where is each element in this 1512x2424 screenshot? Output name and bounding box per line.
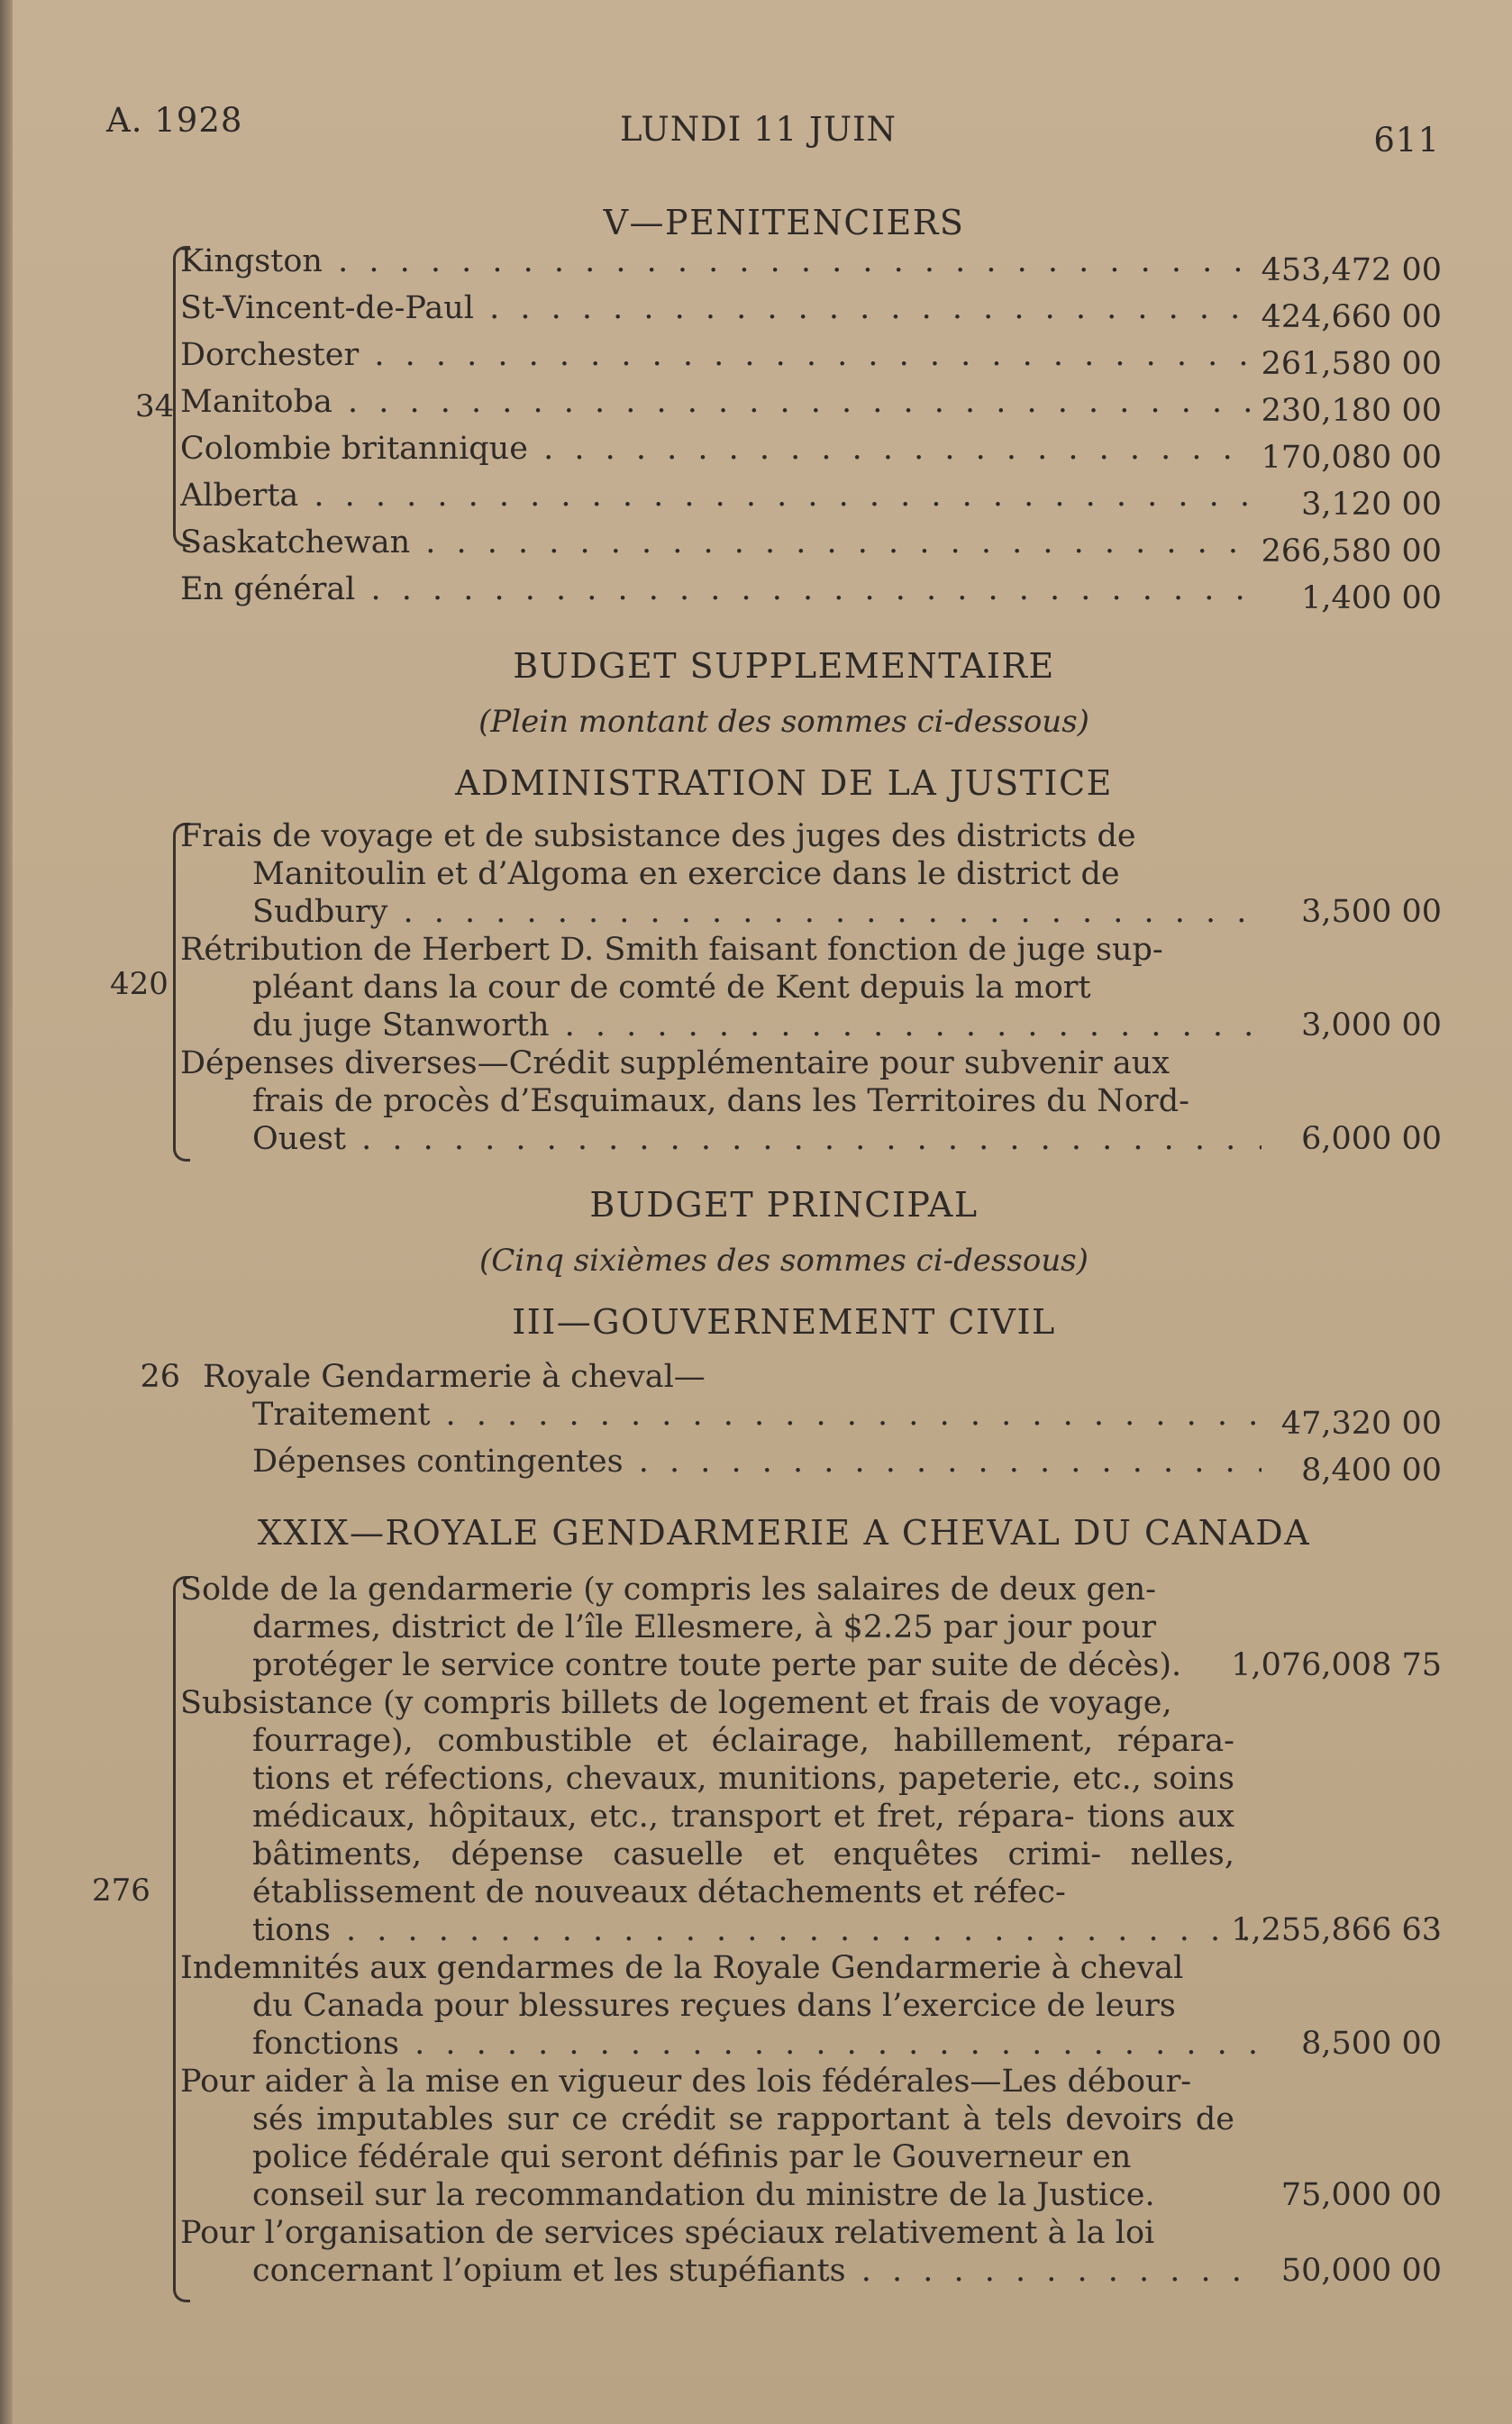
line-item: Dépenses contingentes . . . 8,400 00 <box>180 1443 1478 1490</box>
line-item: Subsistance (y compris billets de logement et frais de voyage, fourrage), combustible et éclairage, habillement, répara- tions et réfections, chevaux, munitions, papeterie, etc., soins médicaux, hôpitaux, etc., transport et fret, répara- tions aux bâtiments, dépense casuelle et enquêtes crimi- nelles, établissement de nouveaux détachements et réfec- tions . . . 1,255,866 63 <box>180 1684 1478 1949</box>
section-title-penitenciers: V—PENITENCIERS <box>603 203 965 242</box>
line-item: Pour aider à la mise en vigueur des lois fédérales—Les débour- sés imputables sur ce crédit se rapportant à tels devoirs de police fédérale qui seront définis par le Gouverneur en conseil sur la recommandation du ministre de la Justice. 75,000 00 <box>180 2064 1442 2213</box>
amount: 8,400 00 <box>1301 1453 1442 1489</box>
amount: 1,255,866 63 <box>1231 1912 1442 1948</box>
vote-number: 276 <box>92 1873 150 1909</box>
amount: 1,076,008 75 <box>1231 1647 1442 1683</box>
vote-number: 34 <box>135 388 175 424</box>
vote-number: 26 <box>140 1359 180 1395</box>
line-item: St-Vincent-de-Paul . . . 424,660 00 <box>180 289 1478 336</box>
amount: 47,320 00 <box>1280 1406 1442 1442</box>
amount: 8,500 00 <box>1301 2026 1442 2062</box>
line-item: Manitoba . . . 230,180 00 <box>180 383 1478 430</box>
line-item: Colombie britannique . . . 170,080 00 <box>180 430 1478 477</box>
vote-group-420 <box>110 817 1442 1158</box>
section-subtitle: (Plein montant des sommes ci-dessous) <box>478 704 1089 740</box>
line-item: Alberta . . . 3,120 00 <box>180 477 1478 524</box>
page-content <box>92 203 1442 2290</box>
line-item: Solde de la gendarmerie (y compris les salaires de deux gen- darmes, district de l’île Ellesmere, à $2.25 par jour pour protéger le service contre toute perte par suite de décès). 1,076,008 75 <box>180 1572 1442 1683</box>
line-item: Saskatchewan . . . 266,580 00 <box>180 524 1478 570</box>
line-item: En général . . . 1,400 00 <box>180 570 1478 617</box>
page-header <box>106 101 1440 159</box>
header-date: LUNDI 11 JUIN <box>620 110 897 149</box>
line-item: Pour l’organisation de services spéciaux relativement à la loi concernant l’opium et les stupéfiants . . . 50,000 00 <box>180 2214 1478 2290</box>
amount: 3,500 00 <box>1301 894 1442 930</box>
amount: 261,580 00 <box>1261 346 1442 382</box>
section-title-gendarmerie: XXIX—ROYALE GENDARMERIE A CHEVAL DU CANADA <box>257 1513 1311 1553</box>
vote-number: 420 <box>110 966 169 1002</box>
section-title-budget-supplementaire: BUDGET SUPPLEMENTAIRE <box>513 646 1055 686</box>
amount: 3,120 00 <box>1301 487 1442 523</box>
section-title-gouvernement-civil: III—GOUVERNEMENT CIVIL <box>512 1302 1056 1342</box>
line-item: Frais de voyage et de subsistance des juges des districts de Manitoulin et d’Algoma en exercice dans le district de Sudbury . . . 3,500 00 <box>180 817 1478 931</box>
section-title-justice: ADMINISTRATION DE LA JUSTICE <box>455 763 1113 803</box>
line-item: Dorchester . . . 261,580 00 <box>180 336 1478 383</box>
amount: 230,180 00 <box>1261 393 1442 429</box>
amount: 170,080 00 <box>1261 440 1442 476</box>
amount: 266,580 00 <box>1261 533 1442 570</box>
line-item: Dépenses diverses—Crédit supplémentaire pour subvenir aux frais de procès d’Esquimaux, dans les Territoires du Nord- Ouest . . . 6,000 00 <box>180 1044 1478 1158</box>
amount: 3,000 00 <box>1301 1007 1442 1043</box>
section-subtitle: (Cinq sixièmes des sommes ci-dessous) <box>479 1243 1088 1279</box>
amount: 6,000 00 <box>1301 1121 1442 1157</box>
amount: 1,400 00 <box>1301 580 1442 616</box>
vote-group-34 <box>126 242 1442 617</box>
amount: 75,000 00 <box>1280 2177 1442 2213</box>
vote-group-26 <box>126 1358 1442 1490</box>
line-item: Traitement . . . 47,320 00 <box>180 1396 1478 1443</box>
section-title-budget-principal: BUDGET PRINCIPAL <box>589 1185 979 1225</box>
amount: 424,660 00 <box>1261 299 1442 335</box>
page-number: 611 <box>1373 121 1440 159</box>
item-heading: 26 Royale Gendarmerie à cheval— <box>180 1358 1442 1396</box>
line-item: Kingston . . . 453,472 00 <box>180 242 1478 289</box>
line-item: Rétribution de Herbert D. Smith faisant fonction de juge sup- pléant dans la cour de comté de Kent depuis la mort du juge Stanworth . . . 3,000 00 <box>180 931 1478 1044</box>
vote-group-276 <box>92 1571 1442 2290</box>
header-year: A. 1928 <box>106 101 243 140</box>
amount: 50,000 00 <box>1280 2253 1442 2289</box>
amount: 453,472 00 <box>1261 252 1442 288</box>
line-item: Indemnités aux gendarmes de la Royale Gendarmerie à cheval du Canada pour blessures reçues dans l’exercice de leurs fonctions . . . 8,500 00 <box>180 1949 1478 2063</box>
